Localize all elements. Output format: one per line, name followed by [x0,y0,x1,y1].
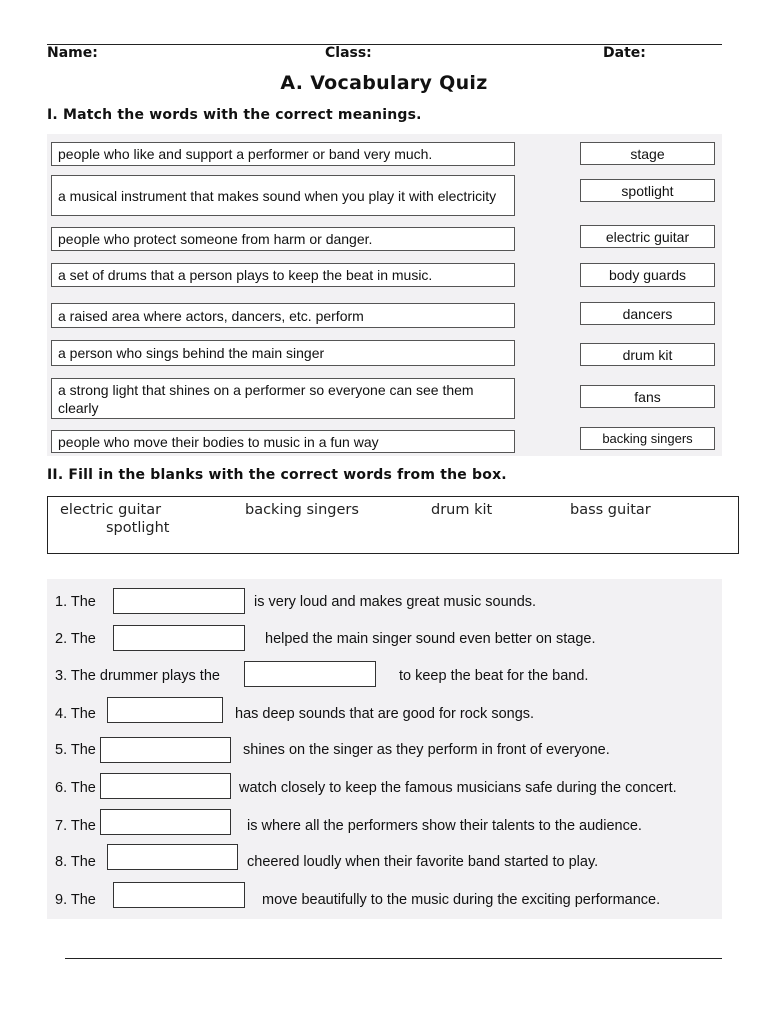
blank-5[interactable] [100,737,231,763]
blank-1[interactable] [113,588,245,614]
sentence-6-start: 6. The [55,780,96,796]
class-label: Class: [325,45,372,61]
blank-2[interactable] [113,625,245,651]
sentence-4-start: 4. The [55,706,96,722]
word-electric-guitar: electric guitar [580,225,715,248]
sentence-5-end: shines on the singer as they perform in front of everyone. [243,742,610,758]
sentence-9-start: 9. The [55,892,96,908]
sentence-3-end: to keep the beat for the band. [399,668,589,684]
definition-3: people who protect someone from harm or danger. [51,227,515,251]
definition-1: people who like and support a performer or band very much. [51,142,515,166]
sentence-1-start: 1. The [55,594,96,610]
word-box-item: electric guitar [60,502,162,518]
word-box-item: spotlight [106,520,170,536]
definition-6: a person who sings behind the main singer [51,340,515,366]
sentence-3-start: 3. The drummer plays the [55,668,220,684]
blank-7[interactable] [100,809,231,835]
blank-8[interactable] [107,844,238,870]
name-label: Name: [47,45,98,61]
sentence-2-end: helped the main singer sound even better on stage. [265,631,596,647]
blank-6[interactable] [100,773,231,799]
definition-5: a raised area where actors, dancers, etc. perform [51,303,515,328]
word-box-item: bass guitar [570,502,651,518]
definition-8: people who move their bodies to music in a fun way [51,430,515,453]
sentence-2-start: 2. The [55,631,96,647]
sentence-1-end: is very loud and makes great music sounds. [254,594,537,610]
sentence-8-start: 8. The [55,854,96,870]
word-stage: stage [580,142,715,165]
sentence-6-end: watch closely to keep the famous musicians safe during the concert. [239,780,677,796]
sentence-7-end: is where all the performers show their talents to the audience. [247,818,642,834]
page-title: A. Vocabulary Quiz [280,72,488,94]
word-drum-kit: drum kit [580,343,715,366]
word-box-item: backing singers [245,502,359,518]
blank-3[interactable] [244,661,376,687]
section2-heading: II. Fill in the blanks with the correct words from the box. [47,467,507,483]
blank-4[interactable] [107,697,223,723]
footer-rule [65,958,722,959]
definition-4: a set of drums that a person plays to keep the beat in music. [51,263,515,287]
definition-7: a strong light that shines on a performer so everyone can see them clearly [51,378,515,419]
word-box [47,496,739,554]
word-box-item: drum kit [431,502,493,518]
section1-heading: I. Match the words with the correct meanings. [47,107,422,123]
word-body-guards: body guards [580,263,715,287]
blank-9[interactable] [113,882,245,908]
word-fans: fans [580,385,715,408]
date-label: Date: [603,45,646,61]
sentence-5-start: 5. The [55,742,96,758]
sentence-4-end: has deep sounds that are good for rock songs. [235,706,535,722]
sentence-7-start: 7. The [55,818,96,834]
word-dancers: dancers [580,302,715,325]
sentence-8-end: cheered loudly when their favorite band started to play. [247,854,599,870]
word-backing-singers: backing singers [580,427,715,450]
definition-2: a musical instrument that makes sound when you play it with electricity [51,175,515,216]
word-spotlight: spotlight [580,179,715,202]
sentence-9-end: move beautifully to the music during the exciting performance. [262,892,661,908]
